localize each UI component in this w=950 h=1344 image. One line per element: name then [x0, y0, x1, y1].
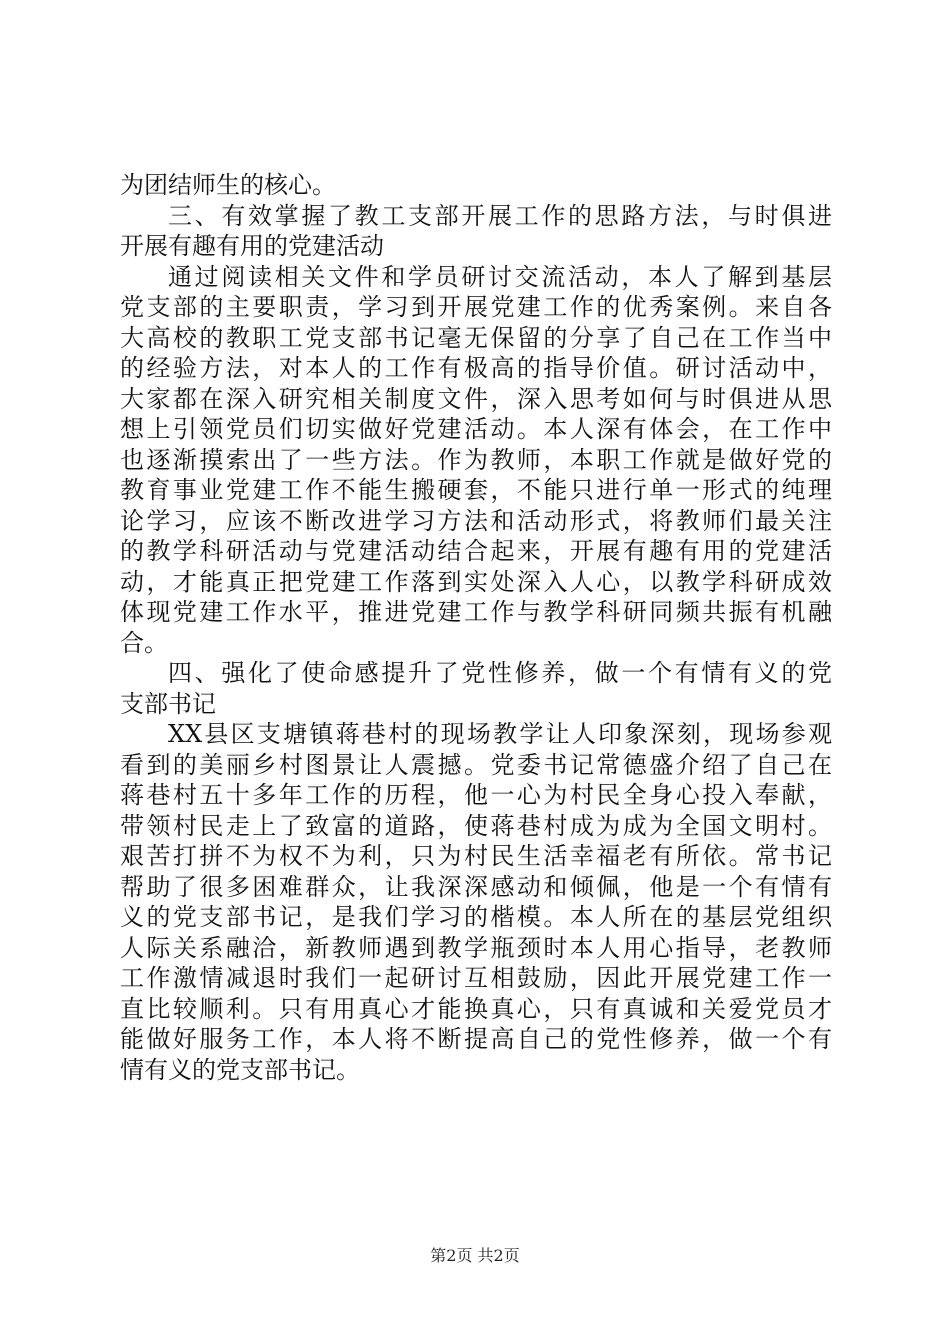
text-line: 也逐渐摸索出了一些方法。作为教师，本职工作就是做好党的	[120, 445, 832, 474]
text-line: 大高校的教职工党支部书记毫无保留的分享了自己在工作当中	[120, 323, 832, 352]
text-line: 的教学科研活动与党建活动结合起来，开展有趣有用的党建活	[120, 537, 832, 565]
text-line: 教育事业党建工作不能生搬硬套，不能只进行单一形式的纯理	[120, 476, 832, 504]
text-line: 想上引领党员们切实做好党建活动。本人深有体会，在工作中	[120, 415, 832, 443]
text-line: 体现党建工作水平，推进党建工作与教学科研同频共振有机融	[120, 598, 832, 626]
text-line: 为团结师生的核心。	[120, 171, 336, 199]
text-line: 直比较顺利。只有用真心才能换真心，只有真诚和关爱党员才	[120, 994, 832, 1023]
text-line: 合。	[120, 628, 168, 657]
text-line: 艰苦打拼不为权不为利，只为村民生活幸福老有所依。常书记	[120, 842, 832, 870]
text-line: 能做好服务工作，本人将不断提高自己的党性修养，做一个有	[120, 1025, 832, 1053]
text-line: 看到的美丽乡村图景让人震撼。党委书记常德盛介绍了自己在	[120, 750, 832, 779]
text-line: 三、有效掌握了教工支部开展工作的思路方法，与时俱进	[168, 201, 832, 230]
text-line: 带领村民走上了致富的道路，使蒋巷村成为成为全国文明村。	[120, 811, 832, 840]
document-body	[120, 170, 832, 1085]
text-line: 义的党支部书记，是我们学习的楷模。本人所在的基层党组织	[120, 903, 832, 931]
text-line: 蒋巷村五十多年工作的历程，他一心为村民全身心投入奉献，	[120, 781, 832, 809]
text-line: 党支部的主要职责，学习到开展党建工作的优秀案例。来自各	[120, 293, 832, 321]
text-line: 四、强化了使命感提升了党性修养，做一个有情有义的党	[168, 659, 832, 687]
text-line: 情有义的党支部书记。	[120, 1055, 360, 1084]
text-line: 人际关系融洽，新教师遇到教学瓶颈时本人用心指导，老教师	[120, 933, 832, 962]
text-line: 论学习，应该不断改进学习方法和活动形式，将教师们最关注	[120, 506, 832, 535]
text-line: 动，才能真正把党建工作落到实处深入人心，以教学科研成效	[120, 567, 832, 596]
page-footer: 第2页 共2页	[430, 1246, 520, 1265]
text-line: 通过阅读相关文件和学员研讨交流活动，本人了解到基层	[168, 262, 832, 291]
text-line: 开展有趣有用的党建活动	[120, 232, 384, 260]
text-line: 工作激情减退时我们一起研讨互相鼓励，因此开展党建工作一	[120, 964, 832, 992]
text-line: 的经验方法，对本人的工作有极高的指导价值。研讨活动中，	[120, 354, 832, 382]
text-line: 大家都在深入研究相关制度文件，深入思考如何与时俱进从思	[120, 384, 832, 413]
text-line: 帮助了很多困难群众，让我深深感动和倾佩，他是一个有情有	[120, 872, 832, 901]
text-line: 支部书记	[120, 689, 216, 718]
text-line: XX县区支塘镇蒋巷村的现场教学让人印象深刻，现场参观	[168, 720, 832, 748]
